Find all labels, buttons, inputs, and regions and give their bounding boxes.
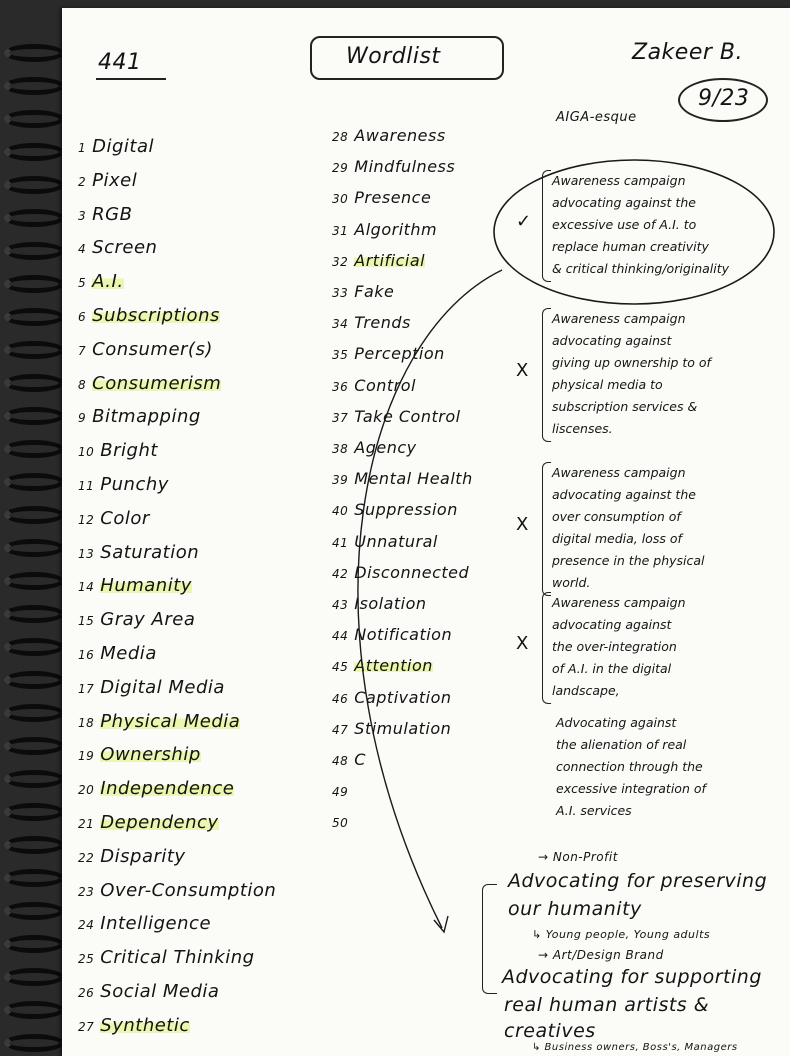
binding-ring — [0, 902, 66, 922]
binding-ring — [0, 803, 66, 823]
word-number: 23 — [78, 884, 95, 899]
date: 9/23 — [698, 86, 750, 111]
word-number: 39 — [332, 473, 349, 488]
binding-ring — [0, 935, 66, 955]
course-number: 441 — [98, 50, 142, 75]
word-number: 45 — [332, 660, 349, 675]
word-text: Captivation — [354, 687, 452, 707]
idea-line: excessive use of A.I. to — [552, 217, 697, 232]
idea-line: advocating against the — [552, 195, 696, 210]
word-text: Pixel — [92, 169, 138, 191]
word-item — [332, 781, 354, 800]
word-text: Physical Media — [100, 710, 241, 732]
word-number: 30 — [332, 192, 349, 207]
statement-1b: our humanity — [508, 898, 642, 920]
word-text: Take Control — [354, 406, 461, 426]
word-text: Punchy — [100, 474, 169, 495]
word-text: Consumer(s) — [92, 338, 213, 360]
idea-line: over consumption of — [552, 509, 681, 524]
word-item — [332, 719, 451, 738]
word-number: 31 — [332, 223, 349, 238]
idea-line: Awareness campaign — [552, 595, 686, 610]
idea-line: advocating against the — [552, 487, 696, 502]
word-number: 6 — [78, 310, 87, 324]
word-number: 16 — [78, 648, 95, 662]
label-nonprofit: → Non-Profit — [538, 850, 618, 864]
binding-ring — [0, 638, 66, 658]
word-text: Artificial — [354, 250, 426, 270]
idea-mark: X — [516, 514, 529, 535]
idea-line: subscription services & — [552, 399, 698, 414]
idea-line: of A.I. in the digital — [552, 661, 672, 676]
word-text: Awareness — [354, 126, 446, 145]
word-item — [78, 542, 199, 563]
word-number: 20 — [78, 783, 95, 798]
word-item — [332, 313, 411, 332]
idea-line: world. — [552, 575, 591, 590]
word-number: 40 — [332, 504, 349, 519]
binding-ring — [0, 242, 66, 262]
date-oval — [678, 78, 768, 122]
word-item — [78, 880, 276, 901]
word-item — [78, 406, 201, 427]
word-item — [332, 688, 452, 707]
word-item — [332, 656, 433, 675]
binding-ring — [0, 572, 66, 592]
idea-mark: X — [516, 360, 529, 381]
word-number: 36 — [332, 379, 349, 394]
word-item — [78, 136, 154, 157]
word-text: Humanity — [100, 575, 192, 597]
word-item — [332, 438, 417, 457]
binding-ring — [0, 341, 66, 361]
idea-line: Awareness campaign — [552, 465, 686, 480]
final-bracket — [482, 884, 497, 994]
word-text: Independence — [100, 778, 235, 800]
binding-ring — [0, 77, 66, 97]
word-number: 3 — [78, 208, 87, 223]
idea-line: landscape, — [552, 683, 620, 698]
word-number: 19 — [78, 749, 95, 764]
word-number: 26 — [78, 986, 95, 1000]
word-item — [332, 282, 394, 301]
idea-line: & critical thinking/originality — [552, 261, 730, 276]
word-number: 44 — [332, 629, 349, 644]
word-text: Screen — [92, 237, 158, 259]
statement-2a: Advocating for supporting — [502, 966, 762, 988]
word-item — [78, 204, 132, 225]
word-item — [78, 778, 234, 799]
word-number: 46 — [332, 691, 349, 706]
word-item — [332, 500, 458, 519]
word-text: Attention — [354, 656, 433, 676]
word-text: Perception — [354, 344, 445, 364]
word-number: 1 — [78, 141, 87, 155]
word-text: Disparity — [100, 845, 186, 867]
binding-ring — [0, 308, 66, 328]
idea-bracket — [542, 462, 551, 596]
binding-ring — [0, 440, 66, 460]
word-text: Consumerism — [92, 372, 222, 394]
idea-line: the alienation of real — [556, 737, 687, 752]
binding-ring — [0, 506, 66, 526]
word-text: A.I. — [92, 271, 124, 293]
idea-mark: X — [516, 633, 529, 654]
word-number: 25 — [78, 952, 95, 967]
word-text: Media — [100, 643, 157, 664]
word-item — [78, 846, 186, 867]
idea-bracket — [542, 592, 551, 704]
word-item — [78, 981, 219, 1002]
word-item — [78, 575, 192, 596]
word-item — [332, 407, 461, 426]
idea-line: the over-integration — [552, 639, 677, 654]
course-underline — [96, 78, 166, 80]
idea-line: advocating against — [552, 617, 672, 632]
binding-ring — [0, 704, 66, 724]
word-text: RGB — [92, 203, 133, 225]
word-number: 13 — [78, 546, 95, 561]
idea-bracket — [542, 308, 551, 442]
word-text: Notification — [354, 625, 453, 645]
binding-ring — [0, 605, 66, 625]
idea-line: Advocating against — [556, 715, 677, 730]
idea-line: Awareness campaign — [552, 311, 686, 326]
word-item — [332, 563, 469, 582]
binding-ring — [0, 110, 66, 130]
word-text: Trends — [354, 313, 411, 333]
notebook-page — [62, 8, 790, 1056]
word-text: C — [354, 750, 366, 769]
arrow-head — [434, 916, 448, 932]
binding-ring — [0, 770, 66, 790]
idea-line: advocating against — [552, 333, 672, 348]
word-text: Isolation — [354, 594, 427, 613]
page-title: Wordlist — [346, 44, 441, 69]
binding-ring — [0, 143, 66, 163]
word-item — [78, 643, 157, 664]
word-number: 42 — [332, 566, 349, 581]
word-number: 18 — [78, 715, 95, 730]
word-item — [78, 440, 158, 461]
word-text: Synthetic — [100, 1014, 190, 1036]
statement-2c: creatives — [504, 1020, 596, 1042]
word-item — [332, 750, 366, 769]
word-number: 43 — [332, 598, 349, 612]
binding-ring — [0, 869, 66, 889]
word-number: 32 — [332, 254, 349, 269]
word-text: Over-Consumption — [100, 879, 277, 901]
word-text: Control — [354, 375, 416, 395]
binding-ring — [0, 473, 66, 493]
idea-line: presence in the physical — [552, 553, 705, 568]
word-item — [78, 474, 169, 495]
word-number: 48 — [332, 754, 349, 768]
word-item — [78, 271, 124, 292]
word-item — [78, 744, 201, 765]
word-text: Bright — [100, 440, 158, 462]
word-item — [78, 508, 150, 529]
word-item — [78, 373, 221, 394]
word-number: 12 — [78, 512, 95, 527]
word-item — [332, 625, 452, 644]
word-item — [332, 594, 427, 613]
idea-line: replace human creativity — [552, 239, 709, 254]
word-number: 28 — [332, 130, 349, 144]
idea-mark: ✓ — [516, 211, 532, 232]
word-number: 38 — [332, 442, 349, 456]
word-text: Ownership — [100, 744, 201, 766]
word-text: Digital — [92, 136, 155, 157]
word-number: 8 — [78, 377, 87, 392]
binding-ring — [0, 737, 66, 757]
binding-ring — [0, 275, 66, 295]
word-text: Algorithm — [354, 219, 438, 239]
statement-1a: Advocating for preserving — [508, 870, 768, 892]
word-item — [332, 157, 455, 176]
word-item — [332, 376, 416, 395]
binding-ring — [0, 44, 66, 64]
label-brand: → Art/Design Brand — [538, 948, 664, 962]
word-text: Suppression — [354, 500, 458, 520]
word-item — [332, 469, 473, 488]
word-text: Fake — [354, 282, 395, 301]
word-number: 21 — [78, 817, 95, 831]
idea-line: excessive integration of — [556, 781, 706, 796]
word-text: Agency — [354, 438, 417, 457]
binding-ring — [0, 1034, 66, 1054]
word-item — [78, 947, 255, 968]
word-text: Subscriptions — [92, 305, 220, 326]
word-number: 47 — [332, 722, 349, 737]
binding-ring — [0, 671, 66, 691]
word-text: Mindfulness — [354, 157, 456, 177]
idea-line: connection through the — [556, 759, 703, 774]
binding-ring — [0, 374, 66, 394]
word-item — [332, 220, 437, 239]
word-number: 35 — [332, 348, 349, 363]
binding-ring — [0, 407, 66, 427]
word-number: 27 — [78, 1019, 95, 1034]
word-number: 24 — [78, 918, 95, 933]
title-box — [310, 36, 504, 80]
word-item — [78, 170, 137, 191]
word-number: 9 — [78, 411, 87, 426]
word-number: 11 — [78, 479, 95, 493]
word-text: Saturation — [100, 541, 200, 563]
word-number: 22 — [78, 850, 95, 865]
word-item — [78, 339, 213, 360]
binding-ring — [0, 836, 66, 856]
word-item — [78, 711, 240, 732]
word-text: Critical Thinking — [100, 947, 255, 969]
word-item — [78, 237, 157, 258]
audience-2: ↳ Business owners, Boss's, Managers — [532, 1042, 738, 1053]
word-text: Presence — [354, 188, 432, 208]
idea-line: liscenses. — [552, 421, 613, 436]
binding-ring — [0, 209, 66, 229]
word-item — [78, 305, 220, 326]
word-number: 33 — [332, 286, 349, 300]
word-text: Stimulation — [354, 718, 452, 738]
aiga-note: AIGA-esque — [556, 110, 637, 125]
binding-ring — [0, 968, 66, 988]
word-item — [332, 344, 445, 363]
word-text: Intelligence — [100, 913, 212, 935]
word-number: 7 — [78, 343, 87, 358]
word-number: 34 — [332, 317, 349, 332]
binding-ring — [0, 1001, 66, 1021]
author-name: Zakeer B. — [632, 40, 743, 65]
word-number: 17 — [78, 681, 95, 696]
binding-ring — [0, 539, 66, 559]
word-number: 50 — [332, 816, 349, 831]
word-number: 29 — [332, 161, 349, 176]
word-number: 41 — [332, 535, 349, 550]
idea-line: physical media to — [552, 377, 663, 392]
word-item — [78, 913, 211, 934]
idea-line: A.I. services — [556, 803, 632, 818]
word-item — [332, 532, 438, 551]
word-text: Dependency — [100, 812, 219, 833]
word-item — [332, 188, 431, 207]
word-number: 14 — [78, 580, 95, 595]
word-item — [78, 677, 225, 698]
word-item — [78, 812, 219, 833]
word-text: Digital Media — [100, 676, 225, 698]
word-number: 15 — [78, 614, 95, 629]
idea-line: digital media, loss of — [552, 531, 682, 546]
word-text: Disconnected — [354, 562, 470, 582]
idea-bracket — [542, 170, 551, 282]
word-number: 49 — [332, 785, 349, 800]
word-number: 2 — [78, 174, 87, 189]
word-number: 5 — [78, 276, 87, 291]
statement-2b: real human artists & — [504, 994, 710, 1016]
word-number: 4 — [78, 242, 87, 257]
word-item — [332, 812, 354, 831]
word-text: Color — [100, 507, 150, 529]
word-item — [78, 1015, 190, 1036]
idea-line: Awareness campaign — [552, 173, 686, 188]
audience-1: ↳ Young people, Young adults — [532, 928, 711, 941]
binding-ring — [0, 176, 66, 196]
word-text: Unnatural — [354, 531, 438, 551]
word-item — [78, 609, 195, 630]
word-number: 10 — [78, 445, 95, 460]
word-item — [332, 126, 446, 145]
word-text: Social Media — [100, 981, 220, 1002]
word-text: Bitmapping — [92, 406, 201, 428]
word-text: Gray Area — [100, 609, 196, 631]
idea-line: giving up ownership to of — [552, 355, 711, 370]
word-item — [332, 251, 425, 270]
word-number: 37 — [332, 410, 349, 425]
word-text: Mental Health — [354, 469, 473, 489]
